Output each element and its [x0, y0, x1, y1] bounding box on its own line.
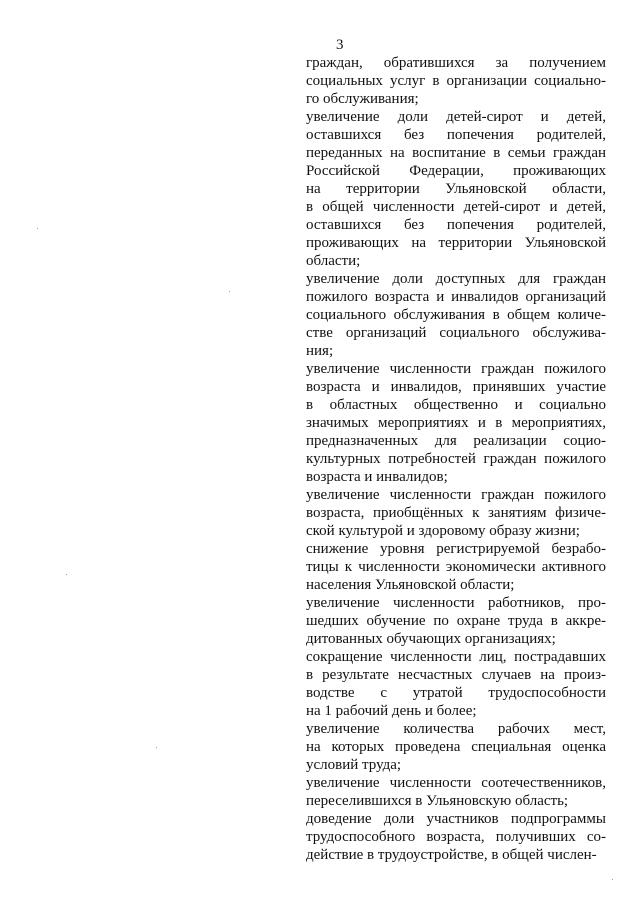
paragraph	[306, 648, 606, 720]
text-line: населения Ульяновской области;	[306, 577, 515, 593]
text-line: в областных общественно и социально	[306, 397, 606, 413]
text-line: граждан, обратившихся за получением	[306, 55, 606, 71]
paragraph	[306, 108, 606, 270]
text-line: увеличение численности работников, про-	[306, 595, 606, 611]
page-number: 3	[336, 37, 344, 53]
text-line: водстве с утратой трудоспособности	[306, 685, 606, 701]
text-line: значимых мероприятиях и в мероприятиях,	[306, 415, 606, 431]
text-line: увеличение количества рабочих мест,	[306, 721, 606, 737]
paragraph	[306, 360, 606, 486]
text-line: переселившихся в Ульяновскую область;	[306, 793, 569, 809]
text-line: шедших обучение по охране труда в аккре-	[306, 613, 606, 629]
scan-speck	[66, 574, 67, 575]
text-line: на 1 рабочий день и более;	[306, 703, 477, 719]
text-column	[306, 54, 606, 864]
text-line: в общей численности детей-сирот и детей,	[306, 199, 606, 215]
text-line: проживающих на территории Ульяновской	[306, 235, 606, 251]
text-line: увеличение численности граждан пожилого	[306, 361, 606, 377]
text-line: доведение доли участников подпрограммы	[306, 811, 606, 827]
text-line: условий труда;	[306, 757, 402, 773]
scan-speck	[229, 291, 230, 292]
paragraph	[306, 540, 606, 594]
text-line: сокращение численности лиц, пострадавших	[306, 649, 606, 665]
scan-speck	[156, 747, 157, 748]
text-line: пожилого возраста и инвалидов организаций	[306, 289, 606, 305]
text-line: трудоспособного возраста, получивших со-	[306, 829, 606, 845]
text-line: социального обслуживания в общем количе-	[306, 307, 606, 323]
text-line: увеличение численности граждан пожилого	[306, 487, 606, 503]
text-line: увеличение численности соотечественников,	[306, 775, 606, 791]
text-line: социальных услуг в организации социально-	[306, 73, 606, 89]
paragraph	[306, 594, 606, 648]
text-line: культурных потребностей граждан пожилого	[306, 451, 606, 467]
text-line: Российской Федерации, проживающих	[306, 163, 606, 179]
text-line: действие в трудоустройстве, в общей числен-	[306, 847, 597, 863]
text-line: оставшихся без попечения родителей,	[306, 127, 606, 143]
text-line: оставшихся без попечения родителей,	[306, 217, 606, 233]
text-line: тицы к численности экономически активного	[306, 559, 606, 575]
text-line: предназначенных для реализации социо-	[306, 433, 606, 449]
text-line: возраста, приобщённых к занятиям физиче-	[306, 505, 606, 521]
text-line: возраста и инвалидов;	[306, 469, 448, 485]
scan-speck	[37, 228, 38, 229]
text-line: в результате несчастных случаев на произ-	[306, 667, 606, 683]
text-line: увеличение доли доступных для граждан	[306, 271, 606, 287]
text-line: на которых проведена специальная оценка	[306, 739, 606, 755]
text-line: ния;	[306, 343, 334, 359]
text-line: дитованных обучающих организациях;	[306, 631, 556, 647]
paragraph	[306, 486, 606, 540]
text-line: переданных на воспитание в семьи граждан	[306, 145, 606, 161]
text-line: ской культурой и здоровому образу жизни;	[306, 523, 580, 539]
text-line: возраста и инвалидов, принявших участие	[306, 379, 606, 395]
text-line: увеличение доли детей-сирот и детей,	[306, 109, 606, 125]
paragraph	[306, 720, 606, 774]
text-line: го обслуживания;	[306, 91, 419, 107]
paragraph	[306, 54, 606, 108]
text-line: на территории Ульяновской области,	[306, 181, 606, 197]
text-line: стве организаций социального обслужива-	[306, 325, 606, 341]
text-line: области;	[306, 253, 361, 269]
scan-speck	[612, 879, 613, 880]
paragraph	[306, 810, 606, 864]
paragraph	[306, 270, 606, 360]
paragraph	[306, 774, 606, 810]
text-line: снижение уровня регистрируемой безрабо-	[306, 541, 606, 557]
